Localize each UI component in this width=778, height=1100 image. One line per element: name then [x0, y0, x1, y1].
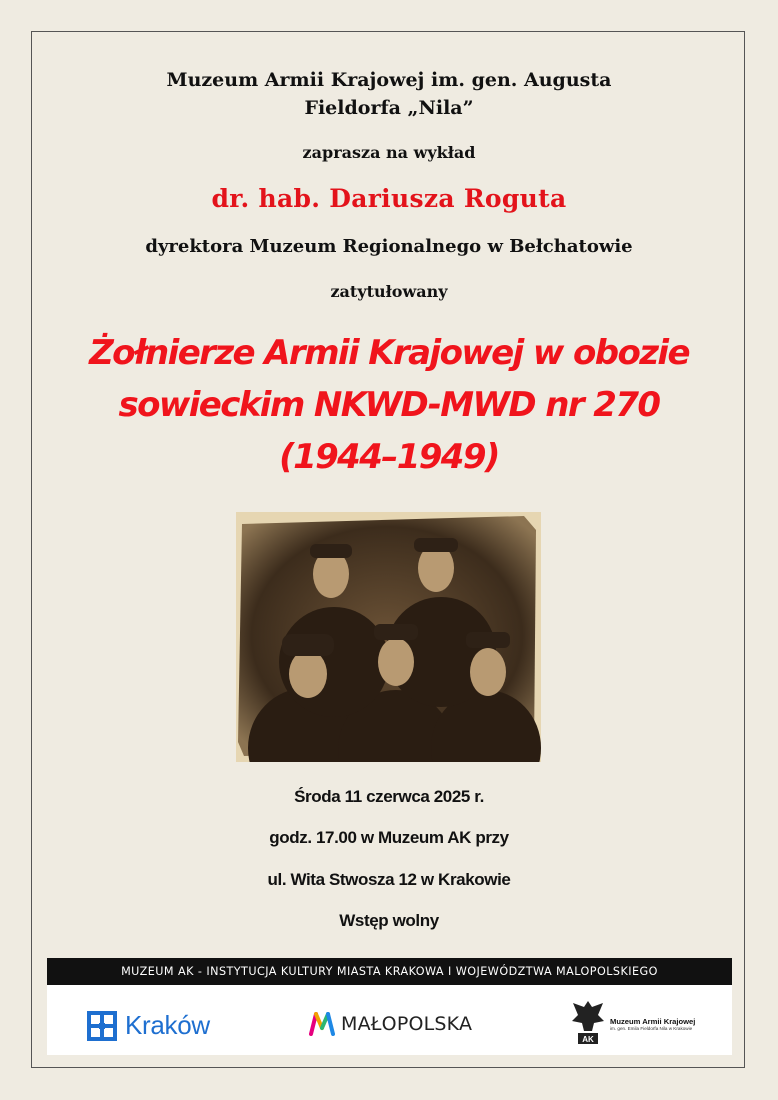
logo-muzeum-ak — [570, 997, 695, 1047]
lecture-title-line-3: (1944–1949) — [279, 437, 499, 477]
malopolska-logo-text: MAŁOPOLSKA — [341, 1013, 473, 1035]
logo-krakow — [87, 1010, 210, 1041]
event-address: ul. Wita Stwosza 12 w Krakowie — [267, 870, 511, 889]
eagle-emblem-icon — [570, 997, 606, 1047]
muzeum-logo-name: Muzeum Armii Krajowej — [610, 1017, 696, 1026]
organizer-line-2: Fieldorfa „Nila” — [304, 97, 474, 119]
lecture-title-line-2: sowieckim NKWD-MWD nr 270 — [118, 385, 660, 425]
event-time-place: godz. 17.00 w Muzeum AK przy — [269, 828, 509, 847]
organizer-line-1: Muzeum Armii Krajowej im. gen. Augusta — [166, 69, 612, 91]
krakow-emblem-icon — [87, 1011, 117, 1041]
invite-text: zaprasza na wykład — [302, 143, 476, 162]
footer-band: MUZEUM AK - INSTYTUCJA KULTURY MIASTA KRAKOWA I WOJEWÓDZTWA MALOPOLSKIEGO — [47, 958, 732, 985]
event-admission: Wstęp wolny — [339, 911, 439, 930]
lecture-title — [0, 327, 778, 483]
organizer-name — [0, 66, 778, 122]
logo-malopolska — [309, 1012, 472, 1036]
footer-logos — [47, 985, 732, 1055]
event-date: Środa 11 czerwca 2025 r. — [294, 787, 484, 806]
historical-photo — [236, 512, 541, 762]
speaker-name: dr. hab. Dariusza Roguta — [211, 184, 567, 213]
malopolska-m-icon — [309, 1012, 335, 1036]
titled-text: zatytułowany — [330, 282, 448, 301]
krakow-logo-text: Kraków — [125, 1010, 210, 1040]
muzeum-logo-sub: im. gen. Emila Fieldorfa Nila w Krakowie — [610, 1026, 693, 1031]
svg-text:AK: AK — [582, 1035, 594, 1044]
lecture-title-line-1: Żołnierze Armii Krajowej w obozie — [89, 333, 689, 373]
speaker-role: dyrektora Muzeum Regionalnego w Bełchatowie — [145, 236, 633, 257]
